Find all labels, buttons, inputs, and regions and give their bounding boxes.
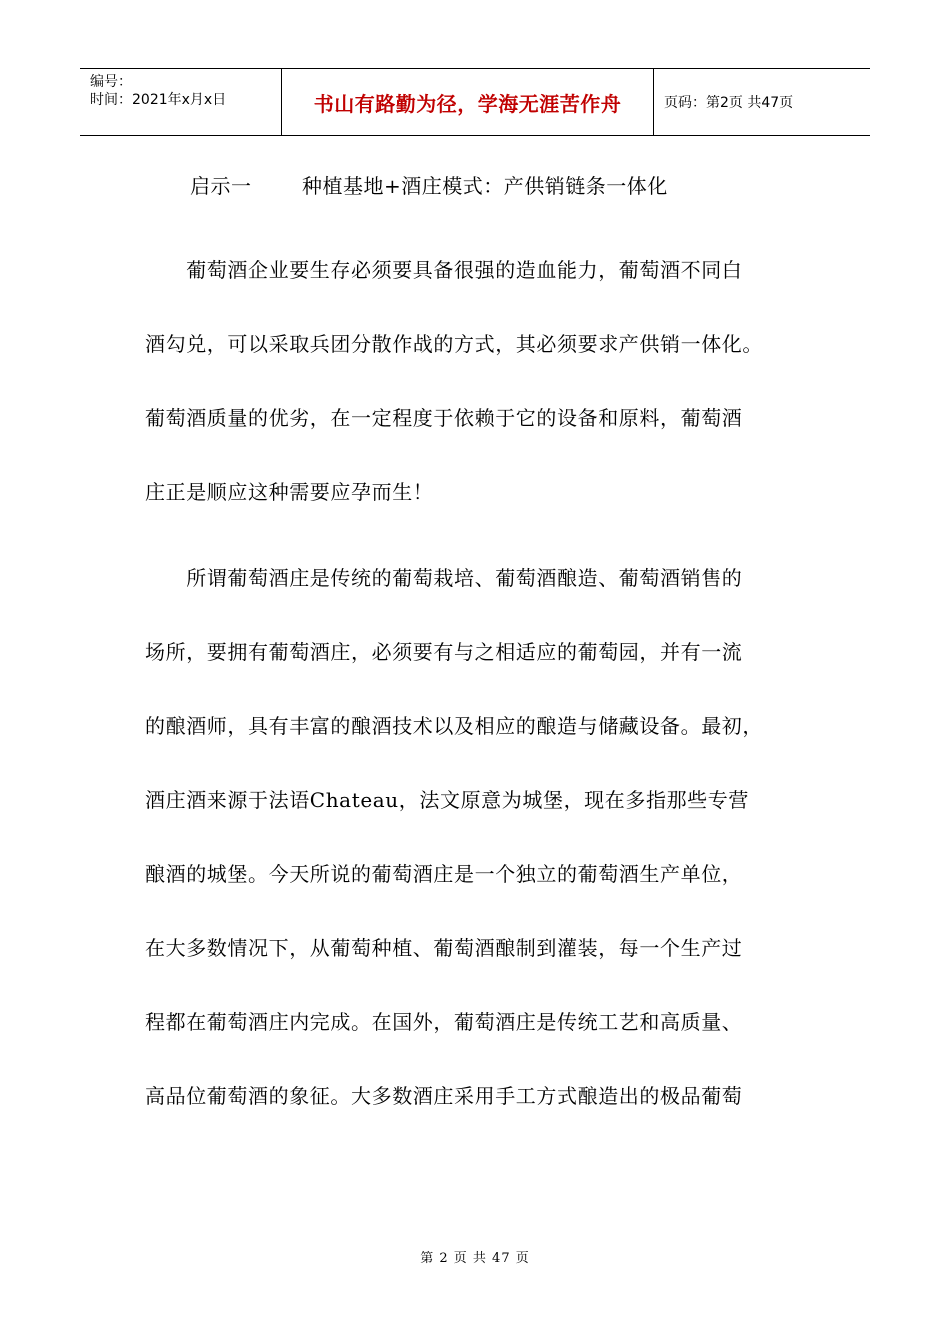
paragraph-line: 葡萄酒企业要生存必须要具备很强的造血能力，葡萄酒不同白 (145, 258, 743, 282)
number-label: 编号： (90, 74, 132, 90)
paragraph-line: 程都在葡萄酒庄内完成。在国外，葡萄酒庄是传统工艺和高质量、 (145, 1010, 743, 1034)
header-page-info-cell (654, 69, 870, 135)
paragraph-line: 所谓葡萄酒庄是传统的葡萄栽培、葡萄酒酿造、葡萄酒销售的 (145, 566, 743, 590)
header-meta (80, 69, 282, 135)
section-heading (190, 170, 668, 199)
paragraph-line: 酒勾兑，可以采取兵团分散作战的方式，其必须要求产供销一体化。 (145, 332, 763, 356)
header-motto: 书山有路勤为径，学海无涯苦作舟 (313, 91, 622, 116)
page-footer: 第 2 页 共 47 页 (420, 1251, 530, 1266)
section-title: 种植基地+酒庄模式：产供销链条一体化 (302, 174, 668, 198)
header-page-info: 页码：第2页 共47页 (664, 95, 794, 111)
paragraph-1 (145, 233, 805, 529)
paragraph-line: 庄正是顺应这种需要应孕而生！ (145, 480, 434, 504)
header-motto-cell (282, 69, 654, 135)
paragraph-line: 的酿酒师，具有丰富的酿酒技术以及相应的酿造与储藏设备。最初， (145, 714, 763, 738)
time-label: 时间：2021年x月x日 (90, 92, 227, 108)
paragraph-2 (145, 541, 805, 1133)
section-label: 启示一 (190, 174, 252, 198)
paragraph-line: 高品位葡萄酒的象征。大多数酒庄采用手工方式酿造出的极品葡萄 (145, 1084, 743, 1108)
paragraph-line: 酿酒的城堡。今天所说的葡萄酒庄是一个独立的葡萄酒生产单位， (145, 862, 743, 886)
paragraph-line: 酒庄酒来源于法语Chateau，法文原意为城堡，现在多指那些专营 (145, 788, 749, 812)
page-header (80, 68, 870, 136)
paragraph-line: 葡萄酒质量的优劣，在一定程度于依赖于它的设备和原料，葡萄酒 (145, 406, 743, 430)
paragraph-line: 场所，要拥有葡萄酒庄，必须要有与之相适应的葡萄园，并有一流 (145, 640, 743, 664)
paragraph-line: 在大多数情况下，从葡萄种植、葡萄酒酿制到灌装，每一个生产过 (145, 936, 743, 960)
